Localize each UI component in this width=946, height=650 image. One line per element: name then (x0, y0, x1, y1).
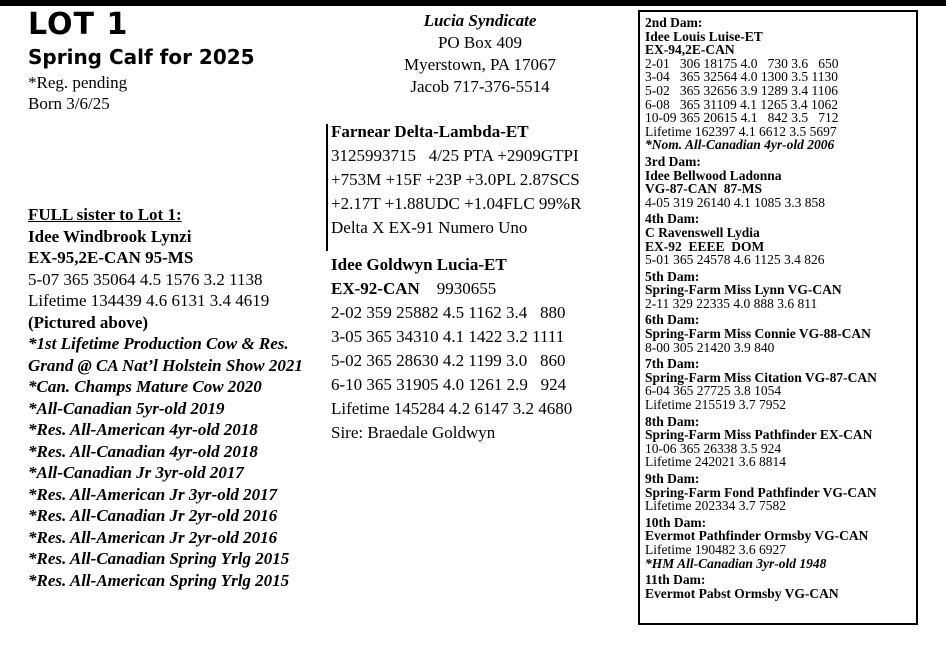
award-line: *All-Canadian Jr 3yr-old 2017 (28, 463, 244, 482)
sister-name: Idee Windbrook Lynzi (28, 226, 192, 246)
syndicate-box: PO Box 409 (437, 33, 523, 52)
syndicate-name: Lucia Syndicate (423, 11, 537, 30)
full-sister-block (28, 204, 303, 591)
dam-heading: 7th Dam: (645, 356, 700, 372)
dam-heading: 4th Dam: (645, 211, 700, 227)
dam-lifetime: Lifetime 145284 4.2 6147 3.2 4680 (331, 399, 573, 418)
dam-record: 3-05 365 34310 4.1 1422 3.2 1111 (331, 327, 565, 346)
dam-heading: 6th Dam: (645, 312, 700, 328)
award-line: *Res. All-American Spring Yrlg 2015 (28, 570, 290, 590)
dam-record: Lifetime 215519 3.7 7952 (645, 397, 786, 413)
dam-record: 10-09 365 20615 4.1 842 3.5 712 (645, 110, 839, 126)
dam-heading: 3rd Dam: (645, 153, 701, 169)
dam-record: 6-04 365 27725 3.8 1054 (645, 383, 782, 399)
dam-entry (645, 472, 916, 513)
dam-block (331, 253, 572, 445)
sister-pictured: (Pictured above) (28, 312, 149, 332)
dam-entry (645, 313, 916, 354)
dam-heading: 10th Dam: (645, 514, 707, 530)
sister-lifetime: Lifetime 134439 4.6 6131 3.4 4619 (28, 291, 270, 310)
dam-heading: 11th Dam: (645, 572, 706, 588)
dam-class-line (331, 277, 572, 301)
reg-status: *Reg. pending (28, 73, 128, 92)
award-line: *Res. All-Canadian 4yr-old 2018 (28, 441, 258, 461)
dam-heading: 5th Dam: (645, 268, 700, 284)
dam-name: Spring-Farm Miss Pathfinder EX-CAN (645, 427, 873, 443)
sire-name: Farnear Delta-Lambda-ET (331, 122, 529, 141)
dam-name: Spring-Farm Miss Connie VG-88-CAN (645, 326, 871, 342)
sister-heading: FULL sister to Lot 1: (28, 205, 182, 224)
dam-list (645, 16, 916, 600)
sire-block (331, 120, 581, 240)
dam-record: 10-06 365 26338 3.5 924 (645, 440, 782, 456)
dam-name: Idee Bellwood Ladonna (645, 167, 782, 183)
dam-record: Lifetime 202334 3.7 7582 (645, 498, 786, 514)
syndicate-phone: Jacob 717-376-5514 (410, 77, 550, 96)
dam-name: Idee Goldwyn Lucia-ET (331, 255, 507, 274)
syndicate-contact (370, 10, 590, 98)
dam-record: 2-01 306 18175 4.0 730 3.6 650 (645, 55, 839, 71)
dam-heading: 8th Dam: (645, 413, 700, 429)
dam-class: EX-92 EEEE DOM (645, 238, 765, 254)
sire-line: +2.17T +1.88UDC +1.04FLC 99%R (331, 194, 582, 213)
dam-reg-number: 9930655 (436, 279, 497, 298)
dam-sire: Sire: Braedale Goldwyn (331, 423, 496, 442)
dam-entry (645, 212, 916, 266)
dam-heading: 9th Dam: (645, 471, 700, 486)
sister-record: 5-07 365 35064 4.5 1576 3.2 1138 (28, 269, 263, 289)
dam-record: Lifetime 190482 3.6 6927 (645, 541, 786, 557)
award-line: *All-Canadian 5yr-old 2019 (28, 398, 225, 418)
lot-subtitle: Spring Calf for 2025 (28, 45, 255, 69)
award-line: *Res. All-American Jr 3yr-old 2017 (28, 484, 278, 504)
lot-number: LOT 1 (28, 7, 129, 42)
dam-entry (645, 357, 916, 411)
award-line: *Res. All-Canadian Spring Yrlg 2015 (28, 549, 290, 568)
award-line: *Res. All-American Jr 2yr-old 2016 (28, 527, 278, 547)
award-line: *Can. Champs Mature Cow 2020 (28, 377, 262, 396)
dam-name: Evermot Pabst Ormsby VG-CAN (645, 585, 839, 601)
dam-entry (645, 415, 916, 469)
dam-record: 5-02 365 32656 3.9 1289 3.4 1106 (645, 82, 838, 98)
dam-record: 5-02 365 28630 4.2 1199 3.0 860 (331, 351, 566, 370)
award-line: *Res. All-American 4yr-old 2018 (28, 420, 258, 439)
dam-name: Evermot Pathfinder Ormsby VG-CAN (645, 528, 869, 544)
dam-note: *Nom. All-Canadian 4yr-old 2006 (645, 137, 835, 153)
dam-entry (645, 516, 916, 570)
birth-date: Born 3/6/25 (28, 94, 110, 113)
dam-record: 4-05 319 26140 4.1 1085 3.3 858 (645, 194, 825, 210)
award-line: Grand @ CA Nat’l Holstein Show 2021 (28, 355, 303, 375)
dam-class: VG-87-CAN 87-MS (645, 181, 762, 197)
dam-record: Lifetime 162397 4.1 6612 3.5 5697 (645, 123, 837, 139)
dam-name: C Ravenswell Lydia (645, 224, 760, 240)
sire-line: Delta X EX-91 Numero Uno (331, 218, 528, 237)
dam-record: 3-04 365 32564 4.0 1300 3.5 1130 (645, 69, 838, 85)
award-line: *Res. All-Canadian Jr 2yr-old 2016 (28, 506, 278, 525)
dam-class: EX-92-CAN (331, 279, 420, 298)
dam-entry (645, 155, 916, 209)
dam-pedigree-box (638, 10, 918, 625)
dam-name: Spring-Farm Fond Pathfinder VG-CAN (645, 484, 877, 500)
dam-record: Lifetime 242021 3.6 8814 (645, 454, 786, 470)
dam-note: *HM All-Canadian 3yr-old 1948 (645, 555, 827, 571)
dam-name: Spring-Farm Miss Lynn VG-CAN (645, 282, 842, 298)
syndicate-city: Myerstown, PA 17067 (404, 55, 556, 74)
dam-name: Spring-Farm Miss Citation VG-87-CAN (645, 369, 877, 385)
sister-class: EX-95,2E-CAN 95-MS (28, 248, 194, 267)
dam-record: 2-02 359 25882 4.5 1162 3.4 880 (331, 303, 566, 322)
sire-line: +753M +15F +23P +3.0PL 2.87SCS (331, 170, 580, 189)
award-line: *1st Lifetime Production Cow & Res. (28, 334, 289, 353)
dam-record: 8-00 305 21420 3.9 840 (645, 339, 775, 355)
dam-class: EX-94,2E-CAN (645, 42, 735, 58)
dam-record: 6-08 365 31109 4.1 1265 3.4 1062 (645, 96, 838, 112)
dam-record: 5-01 365 24578 4.6 1125 3.4 826 (645, 252, 825, 268)
dam-heading: 2nd Dam: (645, 15, 703, 30)
sire-divider (326, 124, 328, 251)
sire-line: 3125993715 4/25 PTA +2909GTPI (331, 146, 579, 165)
dam-entry (645, 16, 916, 152)
dam-record: 2-11 329 22335 4.0 888 3.6 811 (645, 295, 818, 311)
dam-entry (645, 573, 916, 600)
dam-name: Idee Louis Luise-ET (645, 28, 763, 44)
top-rule (0, 0, 946, 6)
dam-record: 6-10 365 31905 4.0 1261 2.9 924 (331, 375, 567, 394)
dam-entry (645, 270, 916, 311)
sister-awards (28, 333, 303, 591)
